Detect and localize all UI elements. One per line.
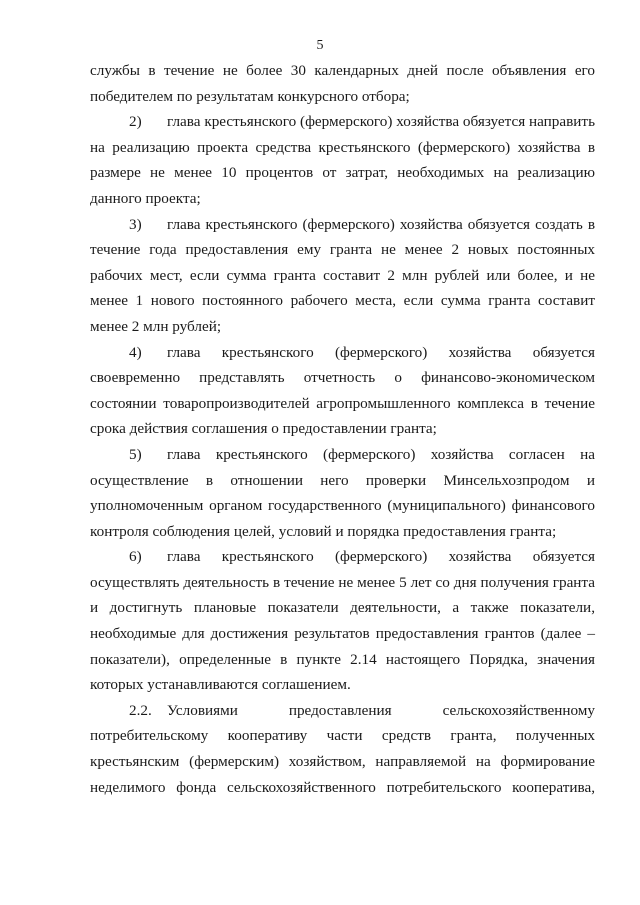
paragraph-text: глава крестьянского (фермерского) хозяйства обязуется направить на реализацию проекта средства крестьянского (фермерского) хозяйства в размере не менее 10 процентов от затрат, необходимых на реализацию данного проекта; xyxy=(90,113,595,207)
paragraph-text: глава крестьянского (фермерского) хозяйства обязуется осуществлять деятельность в течение не менее 5 лет со дня получения гранта и достигнуть плановые показатели деятельности, а также показатели, необходимые для достижения результатов предоставления грантов (далее – показатели), определенные в пункте 2.14 настоящего Порядка, значения которых устанавливаются соглашением. xyxy=(90,548,595,694)
list-item-number: 2) xyxy=(129,113,142,131)
section-number: 2.2. xyxy=(129,701,152,719)
document-body xyxy=(90,58,595,800)
list-item-6 xyxy=(90,544,595,698)
list-item-number: 4) xyxy=(129,343,142,361)
list-item-4 xyxy=(90,340,595,442)
page-number: 5 xyxy=(316,38,324,53)
paragraph-text: глава крестьянского (фермерского) хозяйства обязуется своевременно представлять отчетность о финансово-экономическом состоянии товаропроизводителей агропромышленного комплекса в течение срока действия соглашения о предоставлении гранта; xyxy=(90,343,595,438)
section-2-2 xyxy=(90,698,595,800)
paragraph-text: Условиями предоставления сельскохозяйственному потребительскому кооперативу части средств гранта, полученных крестьянским (фермерским) хозяйством, направляемой на формирование неделимого фонда сельскохозяйственного потребительского кооператива, xyxy=(90,701,595,796)
list-item-5 xyxy=(90,442,595,544)
list-item-number: 6) xyxy=(129,548,142,566)
paragraph-text: службы в течение не более 30 календарных дней после объявления его победителем по результатам конкурсного отбора; xyxy=(90,62,595,105)
list-item-number: 5) xyxy=(129,445,142,463)
list-item-2 xyxy=(90,109,595,211)
paragraph-text: глава крестьянского (фермерского) хозяйства обязуется создать в течение года предоставления ему гранта не менее 2 новых постоянных рабочих мест, если сумма гранта составит 2 млн рублей или более, и не менее 1 нового постоянного рабочего места, если сумма гранта составит менее 2 млн рублей; xyxy=(90,215,595,335)
list-item-3 xyxy=(90,212,595,340)
paragraph-continuation xyxy=(90,58,595,109)
paragraph-text: глава крестьянского (фермерского) хозяйства согласен на осуществление в отношении него проверки Минсельхозпродом и уполномоченным органом государственного (муниципального) финансового контроля соблюдения целей, условий и порядка предоставления гранта; xyxy=(90,445,595,540)
list-item-number: 3) xyxy=(129,215,142,233)
